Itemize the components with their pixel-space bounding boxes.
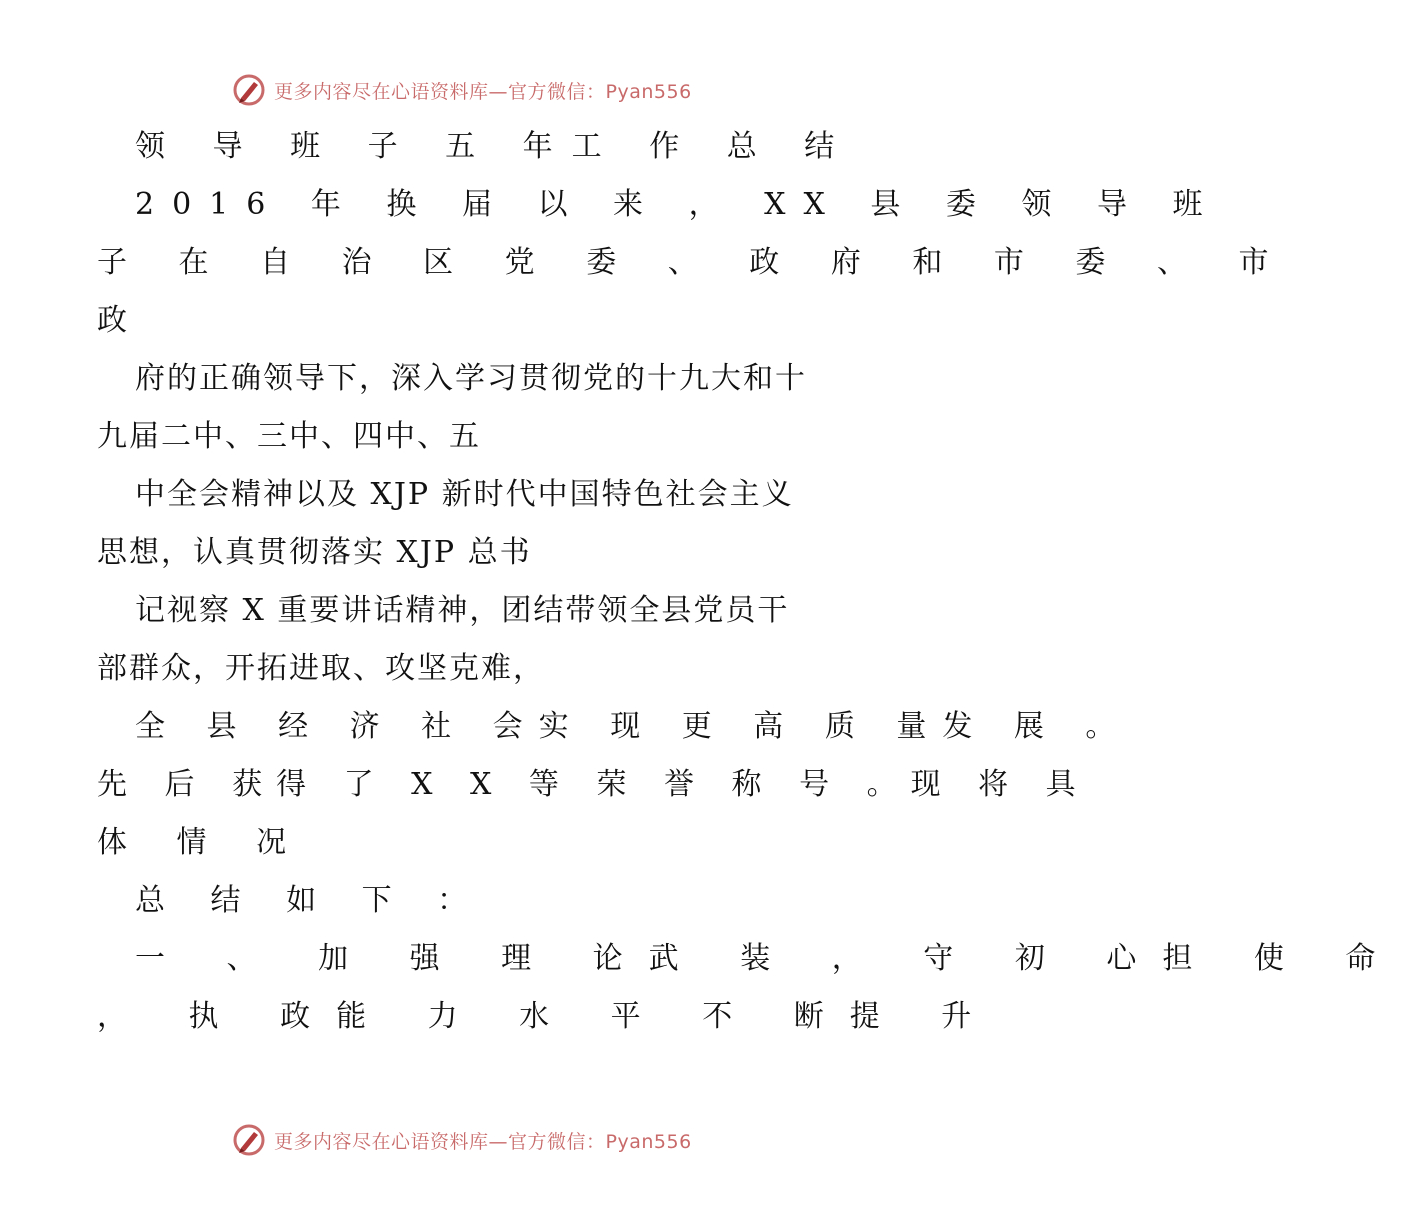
doc-line: 记视察 X 重要讲话精神，团结带领全县党员干 — [135, 593, 790, 628]
pen-circle-icon — [232, 73, 266, 107]
banner-text: 更多内容尽在心语资料库—官方微信：Pyan556 — [274, 1130, 692, 1153]
document-body — [97, 118, 1401, 1046]
banner-text: 更多内容尽在心语资料库—官方微信：Pyan556 — [274, 80, 692, 103]
doc-line: 体 情 况 — [97, 825, 307, 860]
footer-banner — [232, 1120, 692, 1160]
doc-line: 子 在 自 治 区 党 委 、 政 府 和 市 委 、 市 — [97, 245, 1290, 280]
doc-line: 九届二中、三中、四中、五 — [97, 419, 481, 454]
doc-line: 2016 年 换 届 以 来 ， XX 县 委 领 导 班 — [135, 187, 1221, 222]
header-banner — [232, 70, 692, 110]
doc-line: 总 结 如 下 ： — [135, 883, 486, 918]
doc-line: 中全会精神以及 XJP 新时代中国特色社会主义 — [135, 477, 794, 512]
doc-line: 先 后 获得 了 X X 等 荣 誉 称 号 。现 将 具 — [97, 767, 1090, 802]
doc-title: 领 导 班 子 五 年工 作 总 结 — [135, 129, 854, 164]
doc-line: 部群众，开拓进取、攻坚克难， — [97, 651, 545, 686]
doc-line: ， 执 政能 力 水 平 不 断提 升 — [97, 999, 998, 1034]
doc-line: 思想，认真贯彻落实 XJP 总书 — [97, 535, 532, 570]
doc-line: 府的正确领导下，深入学习贯彻党的十九大和十 — [135, 361, 807, 396]
pen-circle-icon — [232, 1123, 266, 1157]
doc-line: 政 — [97, 303, 127, 338]
doc-line: 一 、 加 强 理 论武 装 ， 守 初 心担 使 命 — [135, 941, 1401, 976]
doc-line: 全 县 经 济 社 会实 现 更 高 质 量发 展 。 — [135, 709, 1132, 744]
